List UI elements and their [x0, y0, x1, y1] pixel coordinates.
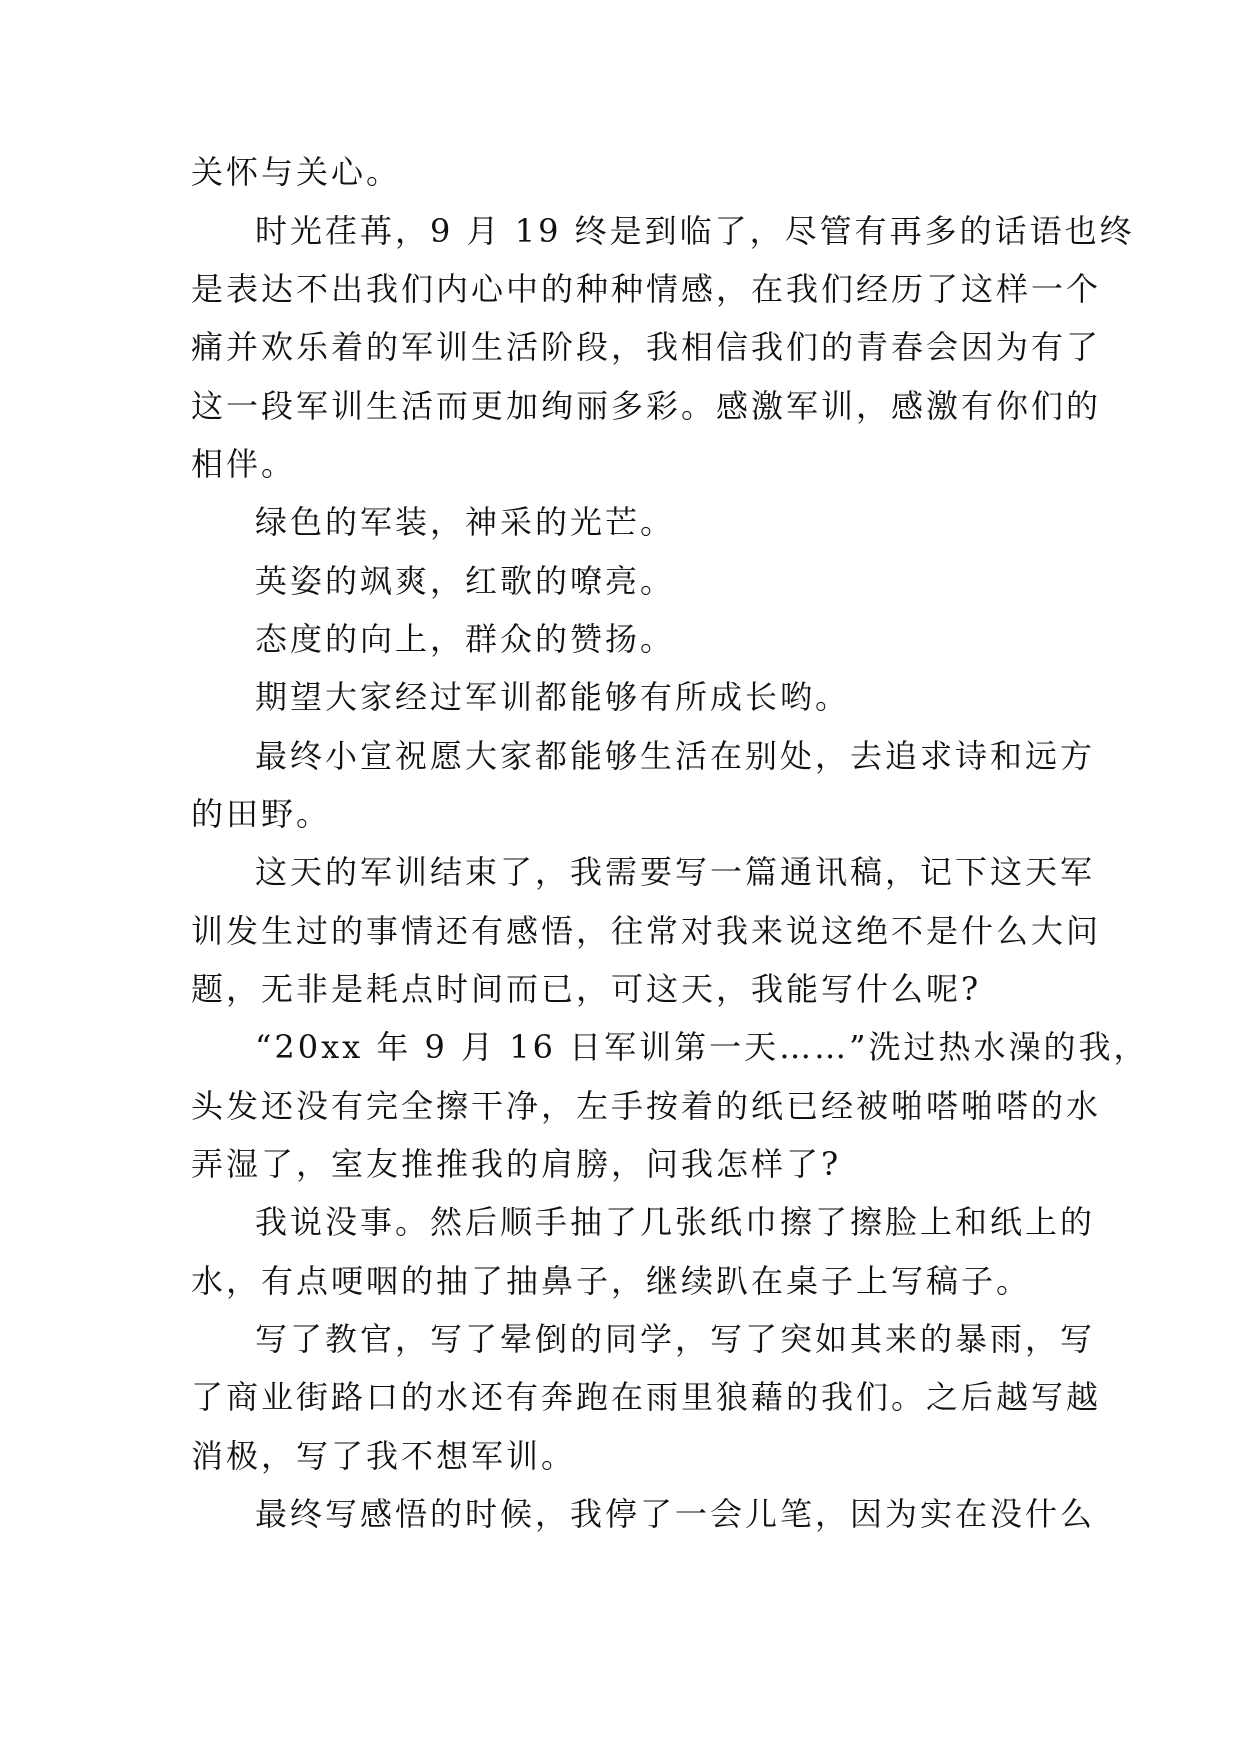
text-line: 相伴。 — [191, 445, 297, 483]
text-line: 这一段军训生活而更加绚丽多彩。感激军训，感激有你们的 — [191, 387, 1102, 425]
text-line: 消极，写了我不想军训。 — [191, 1437, 577, 1475]
text-line: 绿色的军装，神采的光芒。 — [255, 503, 676, 541]
text-line: 英姿的飒爽，红歌的嘹亮。 — [255, 562, 676, 600]
text-line: 训发生过的事情还有感悟，往常对我来说这绝不是什么大问 — [191, 912, 1102, 950]
text-line: 水，有点哽咽的抽了抽鼻子，继续趴在桌子上写稿子。 — [191, 1262, 1032, 1300]
text-line: 头发还没有完全擦干净，左手按着的纸已经被啪嗒啪嗒的水 — [191, 1087, 1102, 1125]
text-line: 态度的向上，群众的赞扬。 — [255, 620, 676, 658]
text-line: 这天的军训结束了，我需要写一篇通讯稿，记下这天军 — [255, 853, 1096, 891]
text-line: 写了教官，写了晕倒的同学，写了突如其来的暴雨，写 — [255, 1320, 1096, 1358]
text-line: 时光荏苒，9 月 19 终是到临了，尽管有再多的话语也终 — [255, 212, 1135, 250]
text-line: 关怀与关心。 — [191, 153, 402, 191]
text-line: 最终写感悟的时候，我停了一会儿笔，因为实在没什么 — [255, 1495, 1096, 1533]
text-line: 我说没事。然后顺手抽了几张纸巾擦了擦脸上和纸上的 — [255, 1203, 1096, 1241]
text-line: “20xx 年 9 月 16 日军训第一天……”洗过热水澡的我， — [255, 1028, 1149, 1066]
text-line: 痛并欢乐着的军训生活阶段，我相信我们的青春会因为有了 — [191, 328, 1102, 366]
text-line: 的田野。 — [191, 795, 332, 833]
text-line: 最终小宣祝愿大家都能够生活在别处，去追求诗和远方 — [255, 737, 1096, 775]
text-line: 题，无非是耗点时间而已，可这天，我能写什么呢? — [191, 970, 982, 1008]
text-line: 期望大家经过军训都能够有所成长哟。 — [255, 678, 851, 716]
text-line: 了商业街路口的水还有奔跑在雨里狼藉的我们。之后越写越 — [191, 1378, 1102, 1416]
text-line: 弄湿了，室友推推我的肩膀，问我怎样了? — [191, 1145, 842, 1183]
text-line: 是表达不出我们内心中的种种情感，在我们经历了这样一个 — [191, 270, 1102, 308]
